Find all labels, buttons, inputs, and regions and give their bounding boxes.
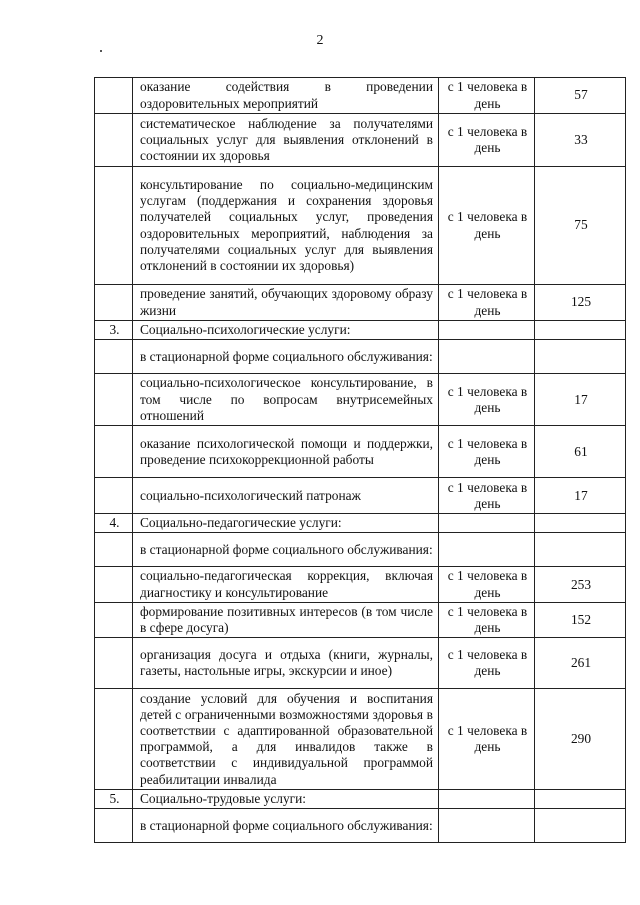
tariff-table — [94, 77, 626, 843]
tariff-price: 152 — [535, 602, 626, 637]
service-row — [95, 167, 626, 285]
tariff-price: 290 — [535, 689, 626, 790]
row-number — [95, 567, 133, 602]
service-row — [95, 78, 626, 114]
row-number: 4. — [95, 514, 133, 533]
row-number — [95, 285, 133, 321]
row-number — [95, 78, 133, 114]
unit-of-service — [439, 321, 535, 340]
service-description: оказание содействия в проведении оздоровительных мероприятий — [133, 78, 439, 114]
form-row — [95, 809, 626, 843]
service-description: формирование позитивных интересов (в том числе в сфере досуга) — [133, 602, 439, 637]
row-number — [95, 602, 133, 637]
tariff-price — [535, 321, 626, 340]
service-description: в стационарной форме социального обслуживания: — [133, 809, 439, 843]
service-description: проведение занятий, обучающих здоровому образу жизни — [133, 285, 439, 321]
tariff-price: 261 — [535, 638, 626, 689]
service-description: создание условий для обучения и воспитания детей с ограниченными возможностями здоровья в соответствии с адаптированной образовательной программой, а для инвалидов также в соответствии с индивидуальной программой реабилитации инвалида — [133, 689, 439, 790]
tariff-price — [535, 790, 626, 809]
section-title: Социально-трудовые услуги: — [133, 790, 439, 809]
service-description: в стационарной форме социального обслуживания: — [133, 533, 439, 567]
tariff-price: 75 — [535, 167, 626, 285]
service-description: социально-психологическое консультирование, в том числе по вопросам внутрисемейных отношений — [133, 374, 439, 426]
section-row — [95, 321, 626, 340]
unit-of-service: с 1 человека в день — [439, 285, 535, 321]
row-number — [95, 114, 133, 167]
tariff-price: 57 — [535, 78, 626, 114]
row-number: 3. — [95, 321, 133, 340]
unit-of-service: с 1 человека в день — [439, 167, 535, 285]
unit-of-service — [439, 533, 535, 567]
service-row — [95, 114, 626, 167]
row-number — [95, 638, 133, 689]
form-row — [95, 533, 626, 567]
section-row — [95, 514, 626, 533]
unit-of-service: с 1 человека в день — [439, 374, 535, 426]
unit-of-service: с 1 человека в день — [439, 114, 535, 167]
service-row — [95, 602, 626, 637]
unit-of-service — [439, 790, 535, 809]
row-number — [95, 374, 133, 426]
service-row — [95, 426, 626, 478]
row-number — [95, 426, 133, 478]
tariff-price — [535, 809, 626, 843]
service-description: организация досуга и отдыха (книги, журналы, газеты, настольные игры, экскурсии и иное) — [133, 638, 439, 689]
section-title: Социально-психологические услуги: — [133, 321, 439, 340]
section-title: Социально-педагогические услуги: — [133, 514, 439, 533]
row-number: 5. — [95, 790, 133, 809]
form-row — [95, 340, 626, 374]
unit-of-service: с 1 человека в день — [439, 689, 535, 790]
tariff-price: 17 — [535, 478, 626, 514]
service-description: в стационарной форме социального обслуживания: — [133, 340, 439, 374]
unit-of-service: с 1 человека в день — [439, 478, 535, 514]
row-number — [95, 689, 133, 790]
service-row — [95, 374, 626, 426]
service-row — [95, 567, 626, 602]
service-row — [95, 689, 626, 790]
service-description: социально-педагогическая коррекция, включая диагностику и консультирование — [133, 567, 439, 602]
service-row — [95, 638, 626, 689]
row-number — [95, 340, 133, 374]
tariff-price: 17 — [535, 374, 626, 426]
tariff-price: 253 — [535, 567, 626, 602]
row-number — [95, 809, 133, 843]
tariff-price: 33 — [535, 114, 626, 167]
unit-of-service: с 1 человека в день — [439, 78, 535, 114]
tariff-price: 61 — [535, 426, 626, 478]
unit-of-service — [439, 809, 535, 843]
row-number — [95, 533, 133, 567]
row-number — [95, 167, 133, 285]
row-number — [95, 478, 133, 514]
service-description: социально-психологический патронаж — [133, 478, 439, 514]
service-row — [95, 478, 626, 514]
scan-dot — [100, 50, 102, 52]
tariff-price — [535, 514, 626, 533]
service-row — [95, 285, 626, 321]
unit-of-service: с 1 человека в день — [439, 602, 535, 637]
service-description: систематическое наблюдение за получателями социальных услуг для выявления отклонений в состоянии их здоровья — [133, 114, 439, 167]
unit-of-service: с 1 человека в день — [439, 426, 535, 478]
tariff-price — [535, 340, 626, 374]
tariff-price: 125 — [535, 285, 626, 321]
tariff-price — [535, 533, 626, 567]
section-row — [95, 790, 626, 809]
service-description: оказание психологической помощи и поддержки, проведение психокоррекционной работы — [133, 426, 439, 478]
service-description: консультирование по социально-медицинским услугам (поддержания и сохранения здоровья получателей социальных услуг, проведения оздоровительных мероприятий, наблюдения за получателями социальных услуг для выявления отклонений в состоянии их здоровья) — [133, 167, 439, 285]
unit-of-service — [439, 340, 535, 374]
unit-of-service: с 1 человека в день — [439, 567, 535, 602]
unit-of-service: с 1 человека в день — [439, 638, 535, 689]
page-number: 2 — [316, 33, 324, 48]
tariff-table-body — [95, 78, 626, 843]
unit-of-service — [439, 514, 535, 533]
